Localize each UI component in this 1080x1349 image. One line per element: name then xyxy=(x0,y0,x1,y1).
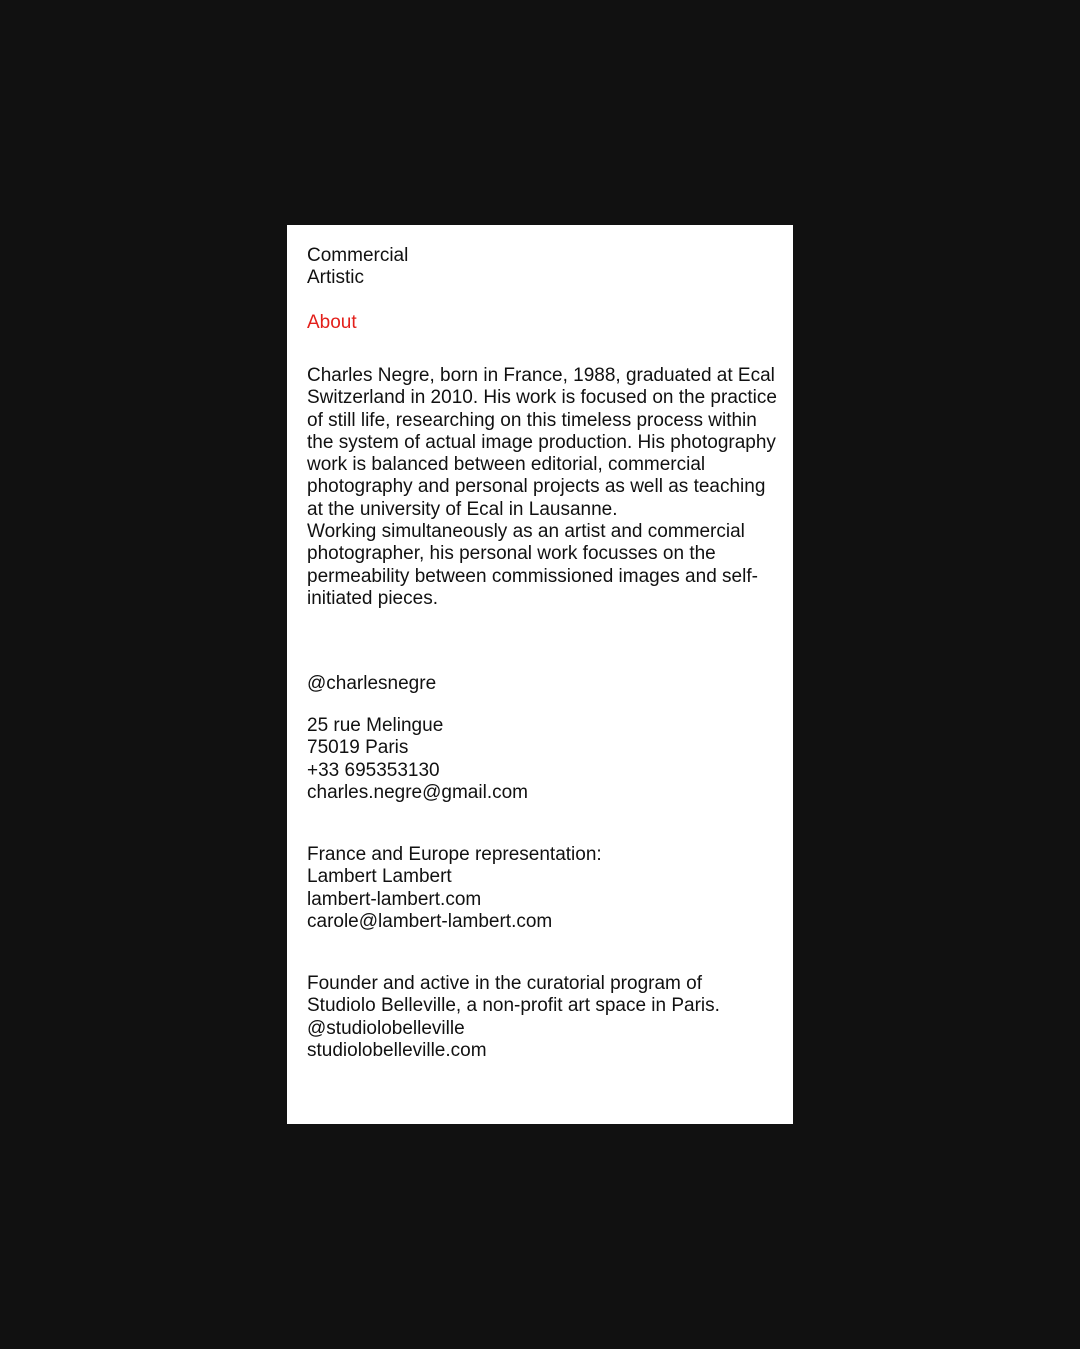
nav-item-about[interactable]: About xyxy=(307,311,357,333)
agency-website-link[interactable]: lambert-lambert.com xyxy=(307,888,482,910)
nav-item-artistic[interactable]: Artistic xyxy=(307,267,364,289)
about-panel xyxy=(287,225,793,1124)
studiolo-website-link[interactable]: studiolobelleville.com xyxy=(307,1039,487,1061)
representation-heading: France and Europe representation: xyxy=(307,844,602,865)
main-nav xyxy=(307,245,408,334)
agency-email-link[interactable]: carole@lambert-lambert.com xyxy=(307,910,553,932)
studiolo-block xyxy=(307,973,777,1062)
address-city: 75019 Paris xyxy=(307,737,409,759)
studiolo-instagram-link[interactable]: @studiolobelleville xyxy=(307,1017,465,1039)
contact-block xyxy=(307,715,777,804)
nav-item-commercial[interactable]: Commercial xyxy=(307,245,409,266)
address-street: 25 rue Melingue xyxy=(307,715,444,736)
email-link[interactable]: charles.negre@gmail.com xyxy=(307,781,528,803)
representation-block xyxy=(307,844,777,933)
studiolo-text-line-2: Studiolo Belleville, a non-profit art space in Paris. xyxy=(307,995,720,1017)
bio-paragraph-1: Charles Negre, born in France, 1988, graduated at Ecal Switzerland in 2010. His work is focused on the practice of still life, researching on this timeless process within the system of actual image production. His photography work is balanced between editorial, commercial photography and personal projects as well as teaching at the university of Ecal in Lausanne. xyxy=(307,365,777,520)
bio-text xyxy=(307,365,777,610)
phone-number: +33 695353130 xyxy=(307,759,440,781)
agency-name: Lambert Lambert xyxy=(307,866,452,888)
instagram-link[interactable]: @charlesnegre xyxy=(307,673,437,694)
social-block xyxy=(307,673,777,695)
studiolo-text-line-1: Founder and active in the curatorial program of xyxy=(307,973,702,994)
bio-paragraph-2: Working simultaneously as an artist and commercial photographer, his personal work focusses on the permeability between commissioned images and self-initiated pieces. xyxy=(307,521,758,609)
